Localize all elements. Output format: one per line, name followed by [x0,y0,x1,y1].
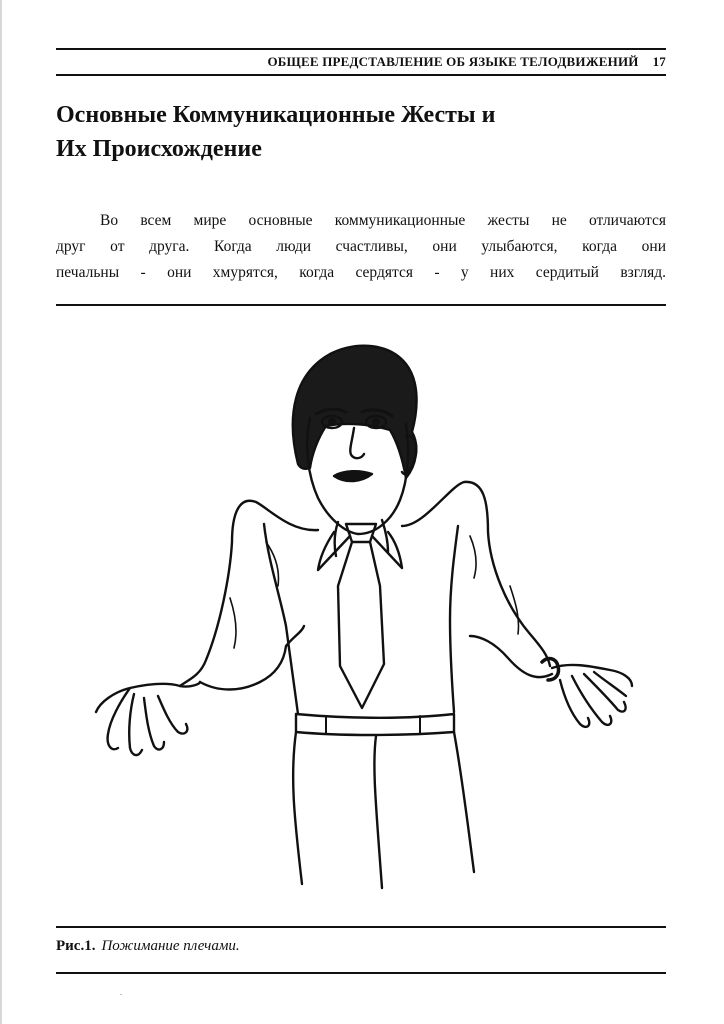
trousers [293,732,474,888]
page-edge [0,0,2,1024]
tie [338,524,384,708]
nose [350,428,364,458]
scan-speck [120,994,122,995]
caption-top-rule [56,926,666,928]
caption-bottom-rule [56,972,666,974]
chapter-title-line-1: Основные Коммуникационные Жесты и [56,102,496,128]
figure-caption [56,938,666,955]
left-hand [96,682,200,755]
paragraph-line-2: друг от друга. Когда люди счастливы, они улыбаются, когда они [56,238,666,255]
running-title: ОБЩЕЕ ПРЕДСТАВЛЕНИЕ ОБ ЯЗЫКЕ ТЕЛОДВИЖЕНИЙ [267,54,639,69]
paragraph-line-1: Во всем мире основные коммуникационные жесты не отличаются [100,212,666,229]
right-arm [470,636,552,677]
torso-right [450,526,458,712]
shrug-illustration [90,336,638,892]
figure-label: Рис.1. [56,938,96,954]
chapter-title [56,98,666,166]
shirt-outline [180,482,550,686]
figure-caption-text: Пожимание плечами. [101,938,240,954]
paragraph-line-3: печальны - они хмурятся, когда сердятся - у них сердитый взгляд. [56,264,666,281]
header-bottom-rule [56,74,666,76]
paragraph-bottom-rule [56,304,666,306]
page-number: 17 [652,54,666,69]
collar [318,532,402,570]
right-hand [552,665,632,727]
running-head [56,54,666,70]
header-top-rule [56,48,666,50]
mouth [334,471,372,481]
intro-paragraph [56,208,666,286]
torso-left [264,524,298,714]
belt [296,714,454,735]
chapter-title-line-2: Их Происхождение [56,136,262,162]
